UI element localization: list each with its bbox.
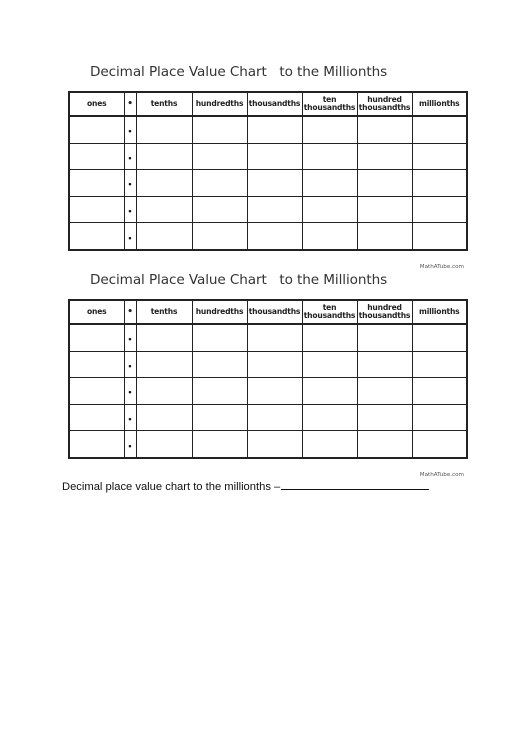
digit-cell[interactable] — [69, 143, 124, 170]
credit-text: MathATube.com — [419, 471, 464, 478]
digit-cell[interactable] — [247, 170, 302, 197]
digit-cell[interactable] — [412, 378, 467, 405]
digit-cell[interactable] — [357, 324, 412, 351]
table-row — [69, 196, 467, 223]
chart-title: Decimal Place Value Chart to the Millionths — [90, 272, 388, 288]
header-hundredths: hundredths — [192, 92, 247, 116]
header-row — [69, 300, 467, 324]
digit-cell[interactable] — [136, 324, 192, 351]
digit-cell[interactable] — [192, 351, 247, 378]
table-row — [69, 143, 467, 170]
digit-cell[interactable] — [69, 324, 124, 351]
header-ten-thousandths: ten thousandths — [302, 92, 357, 116]
digit-cell[interactable] — [357, 223, 412, 250]
place-value-chart-2 — [68, 272, 466, 478]
digit-cell[interactable] — [302, 404, 357, 431]
table-row — [69, 431, 467, 458]
digit-cell[interactable] — [247, 351, 302, 378]
digit-cell[interactable] — [247, 116, 302, 143]
table-row — [69, 378, 467, 405]
digit-cell[interactable] — [412, 223, 467, 250]
digit-cell[interactable] — [302, 431, 357, 458]
digit-cell[interactable] — [136, 351, 192, 378]
digit-cell[interactable] — [192, 170, 247, 197]
decimal-point-cell: • — [124, 196, 136, 223]
digit-cell[interactable] — [247, 431, 302, 458]
digit-cell[interactable] — [136, 116, 192, 143]
digit-cell[interactable] — [69, 351, 124, 378]
digit-cell[interactable] — [302, 143, 357, 170]
digit-cell[interactable] — [412, 116, 467, 143]
digit-cell[interactable] — [357, 431, 412, 458]
digit-cell[interactable] — [136, 431, 192, 458]
digit-cell[interactable] — [69, 378, 124, 405]
decimal-point-cell: • — [124, 170, 136, 197]
header-millionths: millionths — [412, 300, 467, 324]
digit-cell[interactable] — [192, 324, 247, 351]
digit-cell[interactable] — [302, 170, 357, 197]
digit-cell[interactable] — [357, 170, 412, 197]
digit-cell[interactable] — [302, 351, 357, 378]
header-hundred-thousandths: hundred thousandths — [357, 92, 412, 116]
digit-cell[interactable] — [69, 196, 124, 223]
digit-cell[interactable] — [412, 351, 467, 378]
table-body — [69, 324, 467, 458]
header-ones: ones — [69, 92, 124, 116]
digit-cell[interactable] — [247, 143, 302, 170]
table-body — [69, 116, 467, 250]
digit-cell[interactable] — [357, 143, 412, 170]
decimal-point-cell: • — [124, 378, 136, 405]
header-thousandths: thousandths — [247, 92, 302, 116]
table-row — [69, 170, 467, 197]
caption-line — [62, 478, 429, 493]
table-row — [69, 116, 467, 143]
digit-cell[interactable] — [136, 404, 192, 431]
digit-cell[interactable] — [247, 196, 302, 223]
digit-cell[interactable] — [192, 378, 247, 405]
digit-cell[interactable] — [192, 116, 247, 143]
header-tenths: tenths — [136, 92, 192, 116]
digit-cell[interactable] — [412, 170, 467, 197]
decimal-point-cell: • — [124, 116, 136, 143]
header-ten-thousandths: ten thousandths — [302, 300, 357, 324]
digit-cell[interactable] — [302, 324, 357, 351]
digit-cell[interactable] — [192, 196, 247, 223]
digit-cell[interactable] — [412, 431, 467, 458]
digit-cell[interactable] — [136, 170, 192, 197]
digit-cell[interactable] — [69, 404, 124, 431]
table-row — [69, 324, 467, 351]
caption-text: Decimal place value chart to the millionths – — [62, 481, 281, 493]
place-value-table — [68, 299, 468, 459]
header-hundred-thousandths: hundred thousandths — [357, 300, 412, 324]
digit-cell[interactable] — [302, 196, 357, 223]
decimal-point-cell: • — [124, 351, 136, 378]
digit-cell[interactable] — [302, 223, 357, 250]
digit-cell[interactable] — [247, 404, 302, 431]
digit-cell[interactable] — [357, 404, 412, 431]
digit-cell[interactable] — [192, 431, 247, 458]
decimal-point-cell: • — [124, 404, 136, 431]
header-millionths: millionths — [412, 92, 467, 116]
digit-cell[interactable] — [69, 223, 124, 250]
table-row — [69, 351, 467, 378]
digit-cell[interactable] — [69, 431, 124, 458]
decimal-point-cell: • — [124, 324, 136, 351]
digit-cell[interactable] — [302, 378, 357, 405]
digit-cell[interactable] — [136, 143, 192, 170]
place-value-table — [68, 91, 468, 251]
credit-text: MathATube.com — [419, 263, 464, 270]
chart-title: Decimal Place Value Chart to the Millionths — [90, 64, 388, 80]
digit-cell[interactable] — [412, 324, 467, 351]
header-row — [69, 92, 467, 116]
digit-cell[interactable] — [357, 378, 412, 405]
header-thousandths: thousandths — [247, 300, 302, 324]
header-decimal-point: • — [124, 300, 136, 324]
decimal-point-cell: • — [124, 143, 136, 170]
decimal-point-cell: • — [124, 223, 136, 250]
decimal-point-cell: • — [124, 431, 136, 458]
header-decimal-point: • — [124, 92, 136, 116]
answer-blank-line[interactable] — [281, 478, 429, 490]
digit-cell[interactable] — [69, 116, 124, 143]
digit-cell[interactable] — [412, 404, 467, 431]
digit-cell[interactable] — [412, 143, 467, 170]
table-row — [69, 223, 467, 250]
digit-cell[interactable] — [412, 196, 467, 223]
table-row — [69, 404, 467, 431]
digit-cell[interactable] — [192, 223, 247, 250]
digit-cell[interactable] — [357, 116, 412, 143]
digit-cell[interactable] — [136, 223, 192, 250]
digit-cell[interactable] — [357, 351, 412, 378]
header-ones: ones — [69, 300, 124, 324]
digit-cell[interactable] — [247, 223, 302, 250]
place-value-chart-1 — [68, 64, 466, 270]
digit-cell[interactable] — [247, 324, 302, 351]
digit-cell[interactable] — [357, 196, 412, 223]
header-tenths: tenths — [136, 300, 192, 324]
digit-cell[interactable] — [192, 404, 247, 431]
header-hundredths: hundredths — [192, 300, 247, 324]
digit-cell[interactable] — [192, 143, 247, 170]
digit-cell[interactable] — [136, 196, 192, 223]
digit-cell[interactable] — [69, 170, 124, 197]
digit-cell[interactable] — [302, 116, 357, 143]
digit-cell[interactable] — [136, 378, 192, 405]
digit-cell[interactable] — [247, 378, 302, 405]
